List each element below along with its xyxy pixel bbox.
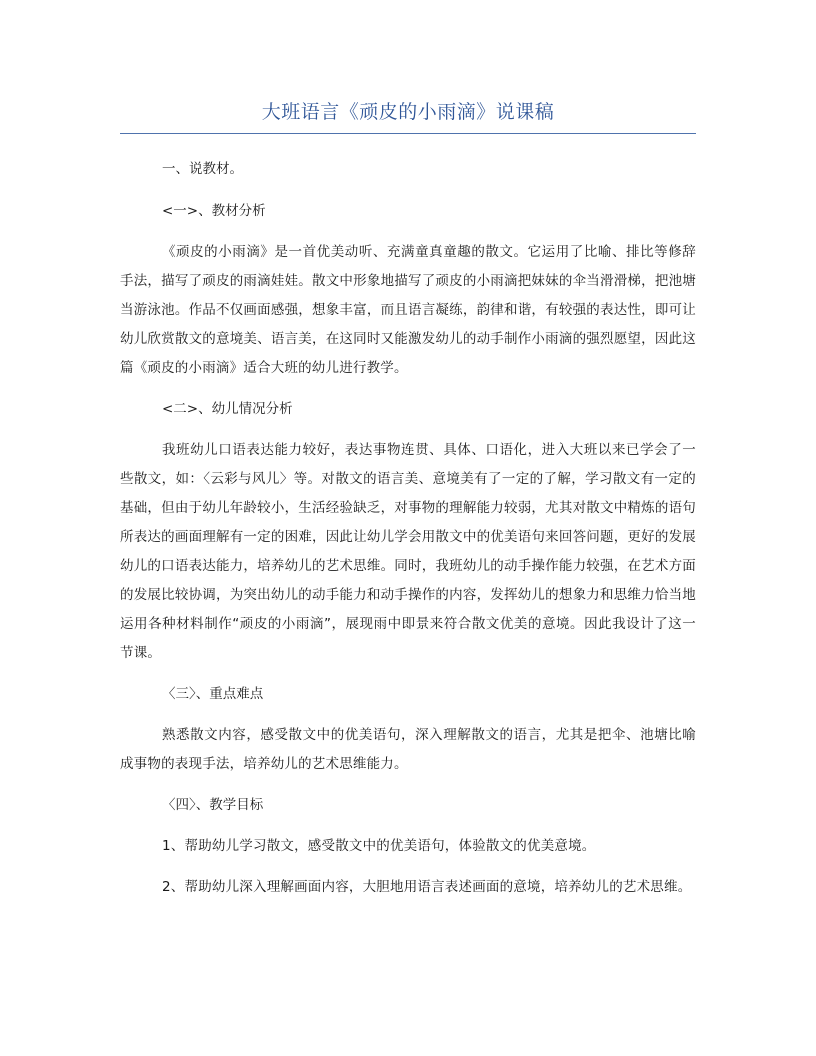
title-divider <box>120 133 696 134</box>
paragraph-key-points: 熟悉散文内容，感受散文中的优美语句，深入理解散文的语言，尤其是把伞、池塘比喻成事物的表现手法，培养幼儿的艺术思维能力。 <box>120 727 696 772</box>
subsection-heading-children-analysis: <二>、幼儿情况分析 <box>162 401 293 417</box>
subsection-heading-key-points: 〈三〉、重点难点 <box>162 686 264 702</box>
paragraph-children-analysis: 我班幼儿口语表达能力较好，表达事物连贯、具体、口语化，进入大班以来已学会了一些散文，如：〈云彩与风儿〉等。对散文的语言美、意境美有了一定的了解，学习散文有一定的基础，但由于幼儿年龄较小，生活经验缺乏，对事物的理解能力较弱，尤其对散文中精炼的语句所表达的画面理解有一定的困难，因此让幼儿学会用散文中的优美语句来回答问题，更好的发展幼儿的口语表达能力，培养幼儿的艺术思维。同时，我班幼儿的动手操作能力较强，在艺术方面的发展比较协调，为突出幼儿的动手能力和动手操作的内容，发挥幼儿的想象力和思维力恰当地运用各种材料制作“顽皮的小雨滴”，展现雨中即景来符合散文优美的意境。因此我设计了这一节课。 <box>120 442 696 661</box>
document-title: 大班语言《顽皮的小雨滴》说课稿 <box>261 101 555 123</box>
document-body <box>120 155 696 914</box>
paragraph-material-analysis: 《顽皮的小雨滴》是一首优美动听、充满童真童趣的散文。它运用了比喻、排比等修辞手法，描写了顽皮的雨滴娃娃。散文中形象地描写了顽皮的小雨滴把妹妹的伞当滑滑梯，把池塘当游泳池。作品不仅画面感强，想象丰富，而且语言凝练，韵律和谐，有较强的表达性，即可让幼儿欣赏散文的意境美、语言美，在这同时又能激发幼儿的动手制作小雨滴的强烈愿望，因此这篇《顽皮的小雨滴》适合大班的幼儿进行教学。 <box>120 244 696 376</box>
teaching-goal-2: 2、帮助幼儿深入理解画面内容，大胆地用语言表述画面的意境，培养幼儿的艺术思维。 <box>162 879 692 895</box>
section-heading-teaching-material: 一、说教材。 <box>162 161 243 177</box>
teaching-goal-1: 1、帮助幼儿学习散文，感受散文中的优美语句，体验散文的优美意境。 <box>162 838 596 854</box>
subsection-heading-material-analysis: <一>、教材分析 <box>162 203 266 219</box>
subsection-heading-teaching-goals: 〈四〉、教学目标 <box>162 797 264 813</box>
